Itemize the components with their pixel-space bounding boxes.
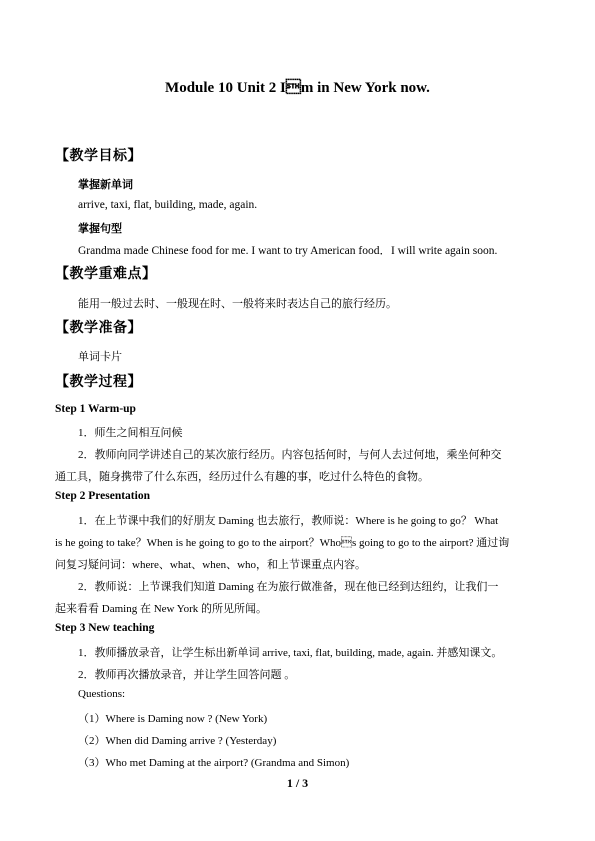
step2-line2a: 2．教师说：上节课我们知道 Daming 在为旅行做准备，现在他已经到达纽约，让我们一 <box>78 581 499 593</box>
step2-line1b: is he going to take？When is he going to go to the airport？Whos going to go to the airport? 通过询 <box>55 537 510 549</box>
pattern-text: Grandma made Chinese food for me. I want to try American food．I will write again soon. <box>78 245 498 257</box>
step2-line2b: 起来看看 Daming 在 New York 的所见所闻。 <box>55 603 268 615</box>
step1-line2b: 通工具，随身携带了什么东西，经历过什么有趣的事，吃过什么特色的食物。 <box>55 471 429 483</box>
heading-key-points: 【教学重难点】 <box>55 266 157 282</box>
step3-line1: 1．教师播放录音，让学生标出新单词 arrive, taxi, flat, building, made, again. 并感知课文。 <box>78 647 503 659</box>
step2-line1a: 1．在上节课中我们的好朋友 Daming 也去旅行，教师说：Where is he going to go？ What <box>78 515 499 527</box>
question-2: （2）When did Daming arrive ? (Yesterday) <box>78 735 277 747</box>
pattern-label: 掌握句型 <box>78 222 122 235</box>
key-points-text: 能用一般过去时、一般现在时、一般将来时表达自己的旅行经历。 <box>78 298 397 310</box>
vocab-text: arrive, taxi, flat, building, made, again. <box>78 199 258 211</box>
step1-line1: 1．师生之间相互问候 <box>78 427 183 439</box>
preparation-text: 单词卡片 <box>78 351 122 363</box>
step1-title: Step 1 Warm-up <box>55 403 136 415</box>
question-1: （1）Where is Daming now ? (New York) <box>78 713 268 725</box>
question-3: （3）Who met Daming at the airport? (Grandma and Simon) <box>78 757 350 769</box>
document-title: Module 10 Unit 2 Im in New York now. <box>165 80 430 96</box>
questions-label: Questions: <box>78 688 126 700</box>
step1-line2a: 2．教师向同学讲述自己的某次旅行经历。内容包括何时，与何人去过何地，乘坐何种交 <box>78 449 502 461</box>
step3-line2: 2．教师再次播放录音，并让学生回答问题 。 <box>78 669 296 681</box>
step2-line1c: 问复习疑问词：where、what、when、who，和上节课重点内容。 <box>55 559 367 571</box>
heading-objectives: 【教学目标】 <box>55 148 142 164</box>
page-number: 1 / 3 <box>286 776 309 790</box>
step2-title: Step 2 Presentation <box>55 490 150 502</box>
heading-process: 【教学过程】 <box>55 374 142 390</box>
heading-preparation: 【教学准备】 <box>55 320 142 336</box>
vocab-label: 掌握新单词 <box>78 178 133 191</box>
step3-title: Step 3 New teaching <box>55 622 155 634</box>
